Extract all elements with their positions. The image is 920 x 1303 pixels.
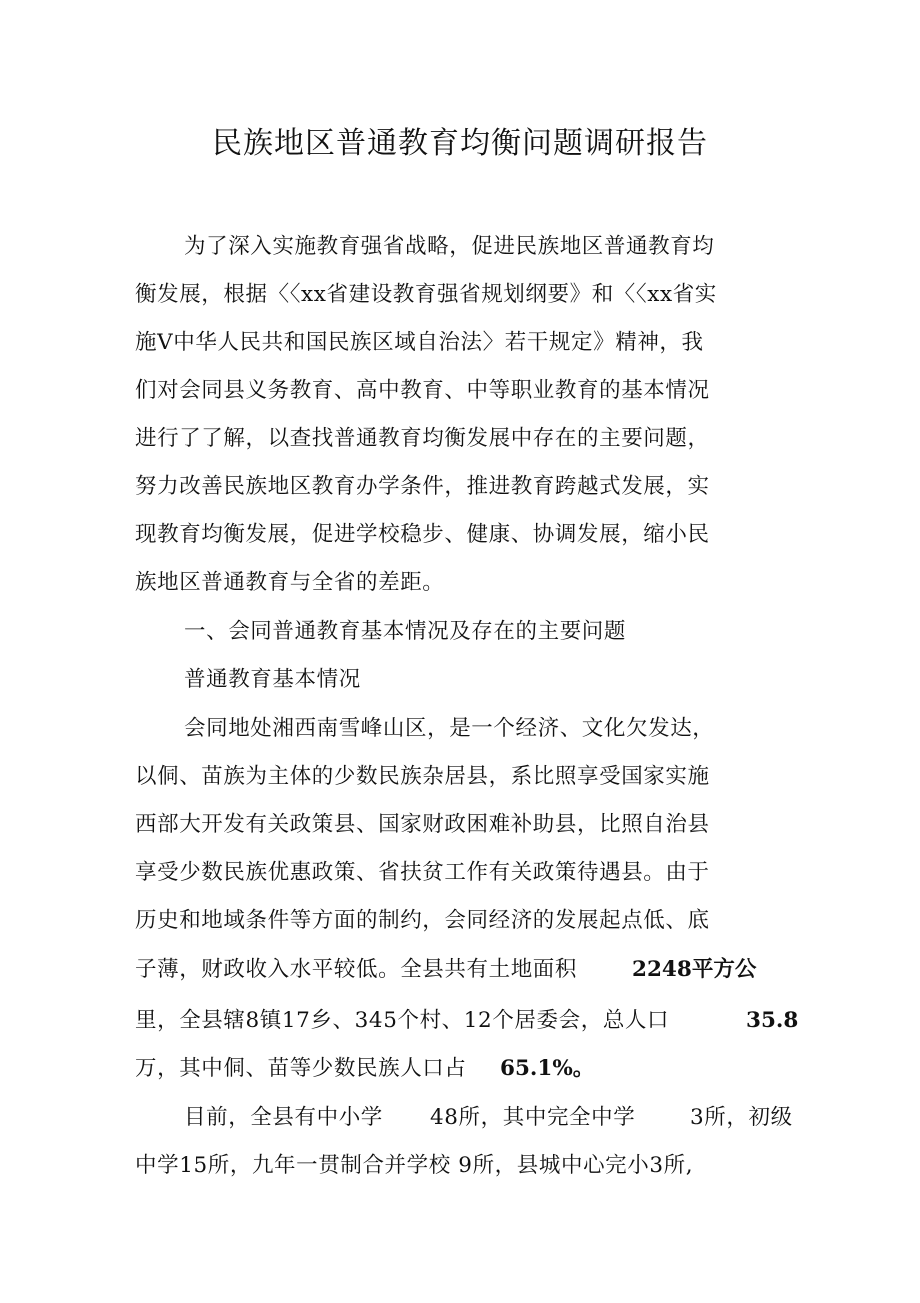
paragraph-2-line-8a: 万，其中侗、苗等少数民族人口占	[135, 1056, 467, 1081]
document-title: 民族地区普通教育均衡问题调研报告	[212, 126, 708, 161]
paragraph-2-line-6b: 2248平方公	[632, 957, 757, 982]
paragraph-3-line-1b: 48所，其中完全中学	[430, 1105, 636, 1130]
paragraph-1-line-6: 努力改善民族地区教育办学条件，推进教育跨越式发展，实	[135, 474, 710, 499]
paragraph-2-line-1: 会同地处湘西南雪峰山区，是一个经济、文化欠发达，	[184, 716, 715, 741]
paragraph-2-line-8b: 65.1%。	[500, 1056, 595, 1081]
paragraph-2-line-2: 以侗、苗族为主体的少数民族杂居县，系比照享受国家实施	[135, 764, 710, 789]
paragraph-1-line-8: 族地区普通教育与全省的差距。	[135, 570, 445, 595]
paragraph-2-line-4: 享受少数民族优惠政策、省扶贫工作有关政策待遇县。由于	[135, 860, 710, 885]
paragraph-1-line-7: 现教育均衡发展，促进学校稳步、健康、协调发展，缩小民	[135, 522, 710, 547]
paragraph-1-line-1: 为了深入实施教育强省战略，促进民族地区普通教育均	[184, 234, 715, 259]
paragraph-1-line-4: 们对会同县义务教育、高中教育、中等职业教育的基本情况	[135, 378, 710, 403]
paragraph-3-line-2: 中学15所，九年一贯制合并学校 9所，县城中心完小3所,	[135, 1153, 694, 1178]
paragraph-1-line-3: 施V中华人民共和国民族区域自治法〉若干规定》精神，我	[135, 330, 704, 355]
paragraph-2-line-6a: 子薄，财政收入水平较低。全县共有土地面积	[135, 957, 578, 982]
subsection-heading-1-1: 普通教育基本情况	[184, 667, 361, 692]
paragraph-2-line-3: 西部大开发有关政策县、国家财政困难补助县，比照自治县	[135, 812, 710, 837]
paragraph-2-line-7b: 35.8	[746, 1008, 799, 1033]
paragraph-2-line-5: 历史和地域条件等方面的制约，会同经济的发展起点低、底	[135, 908, 710, 933]
paragraph-1-line-5: 进行了了解，以查找普通教育均衡发展中存在的主要问题，	[135, 426, 710, 451]
paragraph-3-line-1c: 3所，初级	[690, 1105, 793, 1130]
paragraph-3-line-1a: 目前，全县有中小学	[184, 1105, 383, 1130]
paragraph-2-line-7a: 里，全县辖8镇17乡、345个村、12个居委会，总人口	[135, 1008, 670, 1033]
paragraph-1-line-2: 衡发展，根据〈〈xx省建设教育强省规划纲要》和〈〈xx省实	[135, 282, 717, 307]
section-heading-1: 一、会同普通教育基本情况及存在的主要问题	[184, 619, 627, 644]
